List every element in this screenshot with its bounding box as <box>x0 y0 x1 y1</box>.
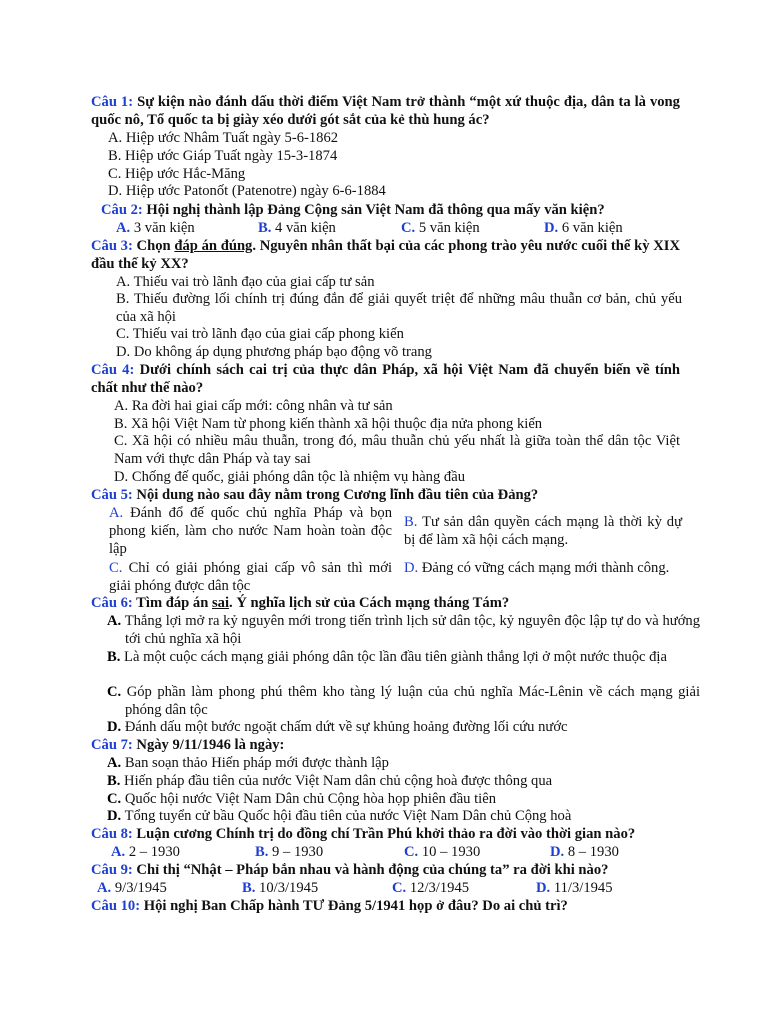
answer-option: B. 9 – 1930 <box>255 844 324 860</box>
answer-option: D. Tổng tuyển cử bầu Quốc hội đầu tiên của nước Việt Nam Dân chủ Cộng hoà <box>107 808 572 824</box>
question-1 <box>91 93 680 129</box>
question-number: Câu 3: <box>91 238 133 254</box>
answer-option: B. Là một cuộc cách mạng giải phóng dân tộc lần đầu tiên giành thắng lợi ở một nước thuộc địa <box>107 649 667 665</box>
answer-option: B. 10/3/1945 <box>242 880 319 896</box>
answer-option: A. 9/3/1945 <box>97 880 167 896</box>
answer-option: B. Thiếu đường lối chính trị đúng đắn để giải quyết triệt để những mâu thuẫn cơ bản, chủ yếu của xã hội <box>116 291 682 325</box>
answer-option: C. 10 – 1930 <box>404 844 481 860</box>
answer-option: D. Hiệp ước Patonốt (Patenotre) ngày 6-6-1884 <box>108 183 386 199</box>
answer-option: A. Hiệp ước Nhâm Tuất ngày 5-6-1862 <box>108 130 339 146</box>
question-number: Câu 9: <box>91 862 133 878</box>
answer-option: A. Thiếu vai trò lãnh đạo của giai cấp tư sản <box>116 274 375 290</box>
answer-option: A. Thắng lợi mở ra kỷ nguyên mới trong tiến trình lịch sử dân tộc, kỷ nguyên độc lập tự do và hướng tới chủ nghĩa xã hội <box>107 613 701 647</box>
answer-option: D. 6 văn kiện <box>544 220 623 236</box>
question-text: Nội dung nào sau đây nằm trong Cương lĩnh đầu tiên của Đảng? <box>136 487 539 503</box>
question-4 <box>91 361 680 397</box>
question-5 <box>91 486 538 504</box>
question-text: . Nguyên nhân thất bại của các phong trào yêu nước cuối thế kỳ XIX đầu thế kỷ XX? <box>91 238 680 272</box>
question-text: Hội nghị thành lập Đảng Cộng sản Việt Nam đã thông qua mấy văn kiện? <box>146 202 605 218</box>
answer-option: B. 4 văn kiện <box>258 220 336 236</box>
answer-option: A. Đánh đổ đế quốc chủ nghĩa Pháp và bọn phong kiến, làm cho nước Nam hoàn toàn độc lập <box>109 505 392 557</box>
answer-option: B. Hiến pháp đầu tiên của nước Việt Nam dân chủ cộng hoà được thông qua <box>107 773 553 789</box>
answer-option: C. Góp phần làm phong phú thêm kho tàng lý luận của chủ nghĩa Mác-Lênin về cách mạng giải phóng dân tộc <box>107 684 700 718</box>
answer-option: B. Tư sản dân quyền cách mạng là thời kỳ dự bị để làm xã hội cách mạng. <box>404 514 682 548</box>
answer-option: C. Hiệp ước Hắc-Măng <box>108 166 246 182</box>
question-number: Câu 5: <box>91 487 133 503</box>
question-number: Câu 10: <box>91 898 141 914</box>
question-text: Chỉ thị “Nhật – Pháp bắn nhau và hành động của chúng ta” ra đời khi nào? <box>136 862 609 878</box>
question-8 <box>91 825 635 843</box>
answer-option: C. Chỉ có giải phóng giai cấp vô sản thì mới giải phóng được dân tộc <box>109 560 392 594</box>
question-number: Câu 1: <box>91 94 134 110</box>
underlined-keyword: đáp án đúng <box>174 238 253 254</box>
answer-option: D. 8 – 1930 <box>550 844 619 860</box>
answer-option: B. Xã hội Việt Nam từ phong kiến thành xã hội thuộc địa nửa phong kiến <box>114 416 543 432</box>
question-text: Ngày 9/11/1946 là ngày: <box>136 737 285 753</box>
answer-option: C. Quốc hội nước Việt Nam Dân chủ Cộng hòa họp phiên đầu tiên <box>107 791 497 807</box>
answer-option: D. Chống đế quốc, giải phóng dân tộc là nhiệm vụ hàng đầu <box>114 469 465 485</box>
underlined-keyword: sai <box>212 595 230 611</box>
question-text: Sự kiện nào đánh dấu thời điểm Việt Nam trở thành “một xứ thuộc địa, dân ta là vong quốc nô, Tổ quốc ta bị giày xéo dưới gót sắt của kẻ thù hung ác? <box>91 94 680 128</box>
answer-option: A. Ra đời hai giai cấp mới: công nhân và tư sản <box>114 398 393 414</box>
question-number: Câu 2: <box>101 202 143 218</box>
question-10 <box>91 897 568 915</box>
question-7 <box>91 736 284 754</box>
answer-option: A. Ban soạn thảo Hiến pháp mới được thành lập <box>107 755 389 771</box>
question-9 <box>91 861 608 879</box>
answer-option: C. Thiếu vai trò lãnh đạo của giai cấp phong kiến <box>116 326 404 342</box>
answer-option: D. Đánh dấu một bước ngoặt chấm dứt về sự khủng hoảng đường lối cứu nước <box>107 719 568 735</box>
question-number: Câu 8: <box>91 826 133 842</box>
answer-option: B. Hiệp ước Giáp Tuất ngày 15-3-1874 <box>108 148 338 164</box>
answer-option: C. Xã hội có nhiều mâu thuẫn, trong đó, mâu thuẫn chủ yếu nhất là giữa toàn thể dân tộc Việt Nam với thực dân Pháp và tay sai <box>114 433 680 467</box>
question-2 <box>101 201 605 219</box>
question-number: Câu 7: <box>91 737 133 753</box>
answer-option: A. 3 văn kiện <box>116 220 195 236</box>
question-6: Câu 6: Tìm đáp án sai. Ý nghĩa lịch sử của Cách mạng tháng Tám? <box>91 595 510 611</box>
question-text: Dưới chính sách cai trị của thực dân Pháp, xã hội Việt Nam đã chuyển biến về tính chất như thế nào? <box>91 362 681 396</box>
question-number: Câu 4: <box>91 362 135 378</box>
question-number: Câu 6: <box>91 595 133 611</box>
answer-option: D. 11/3/1945 <box>536 880 613 896</box>
question-text: . Ý nghĩa lịch sử của Cách mạng tháng Tám? <box>229 595 510 611</box>
answer-option: D. Do không áp dụng phương pháp bạo động võ trang <box>116 344 432 360</box>
question-text: Hội nghị Ban Chấp hành TƯ Đảng 5/1941 họp ở đâu? Do ai chủ trì? <box>143 898 568 914</box>
answer-option: C. 12/3/1945 <box>392 880 470 896</box>
answer-option: A. 2 – 1930 <box>111 844 180 860</box>
answer-option: C. 5 văn kiện <box>401 220 480 236</box>
question-text: Luận cương Chính trị do đồng chí Trần Phú khởi thảo ra đời vào thời gian nào? <box>136 826 636 842</box>
question-3: Câu 3: Chọn đáp án đúng. Nguyên nhân thất bại của các phong trào yêu nước cuối thế kỳ XIX đầu thế kỷ XX? <box>91 238 680 272</box>
answer-option: D. Đảng có vững cách mạng mới thành công. <box>404 560 670 576</box>
